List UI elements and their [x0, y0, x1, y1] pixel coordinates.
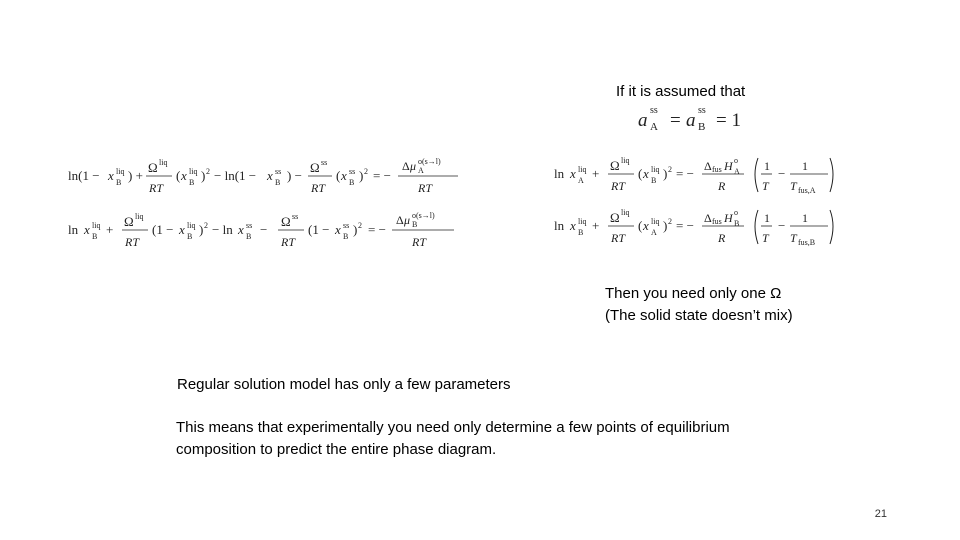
- svg-text:+: +: [592, 218, 600, 233]
- svg-text:liq: liq: [159, 158, 168, 167]
- svg-text:H: H: [724, 211, 733, 225]
- svg-text:ss: ss: [343, 221, 350, 230]
- right-equation-2: [552, 202, 842, 252]
- svg-text:Ω: Ω: [148, 160, 158, 175]
- svg-text:liq: liq: [651, 217, 660, 226]
- svg-text:− ln(1 −: − ln(1 −: [214, 168, 257, 183]
- svg-text:(1 −: (1 −: [152, 222, 174, 237]
- page-number: 21: [874, 508, 887, 520]
- svg-text:x: x: [335, 222, 341, 237]
- svg-text:H: H: [724, 159, 733, 173]
- svg-text:(: (: [638, 166, 643, 181]
- svg-text:liq: liq: [578, 217, 587, 226]
- svg-text:o(s→l): o(s→l): [412, 211, 435, 220]
- svg-text:x: x: [570, 218, 576, 233]
- svg-text:ss: ss: [349, 167, 356, 176]
- svg-text:RT: RT: [149, 181, 164, 195]
- svg-text:1: 1: [764, 159, 770, 173]
- svg-text:ss: ss: [321, 158, 328, 167]
- svg-text:T: T: [790, 179, 797, 193]
- svg-text:Δ: Δ: [704, 211, 712, 225]
- svg-text:x: x: [181, 168, 187, 183]
- svg-text:RT: RT: [281, 235, 296, 249]
- svg-text:RT: RT: [125, 235, 140, 249]
- svg-text:Ω: Ω: [610, 158, 620, 173]
- svg-text:ss: ss: [275, 167, 282, 176]
- svg-text:RT: RT: [611, 179, 626, 193]
- svg-text:o(s→l): o(s→l): [418, 157, 441, 166]
- svg-text:+: +: [592, 166, 600, 181]
- svg-text:(: (: [336, 168, 341, 183]
- svg-text:a: a: [638, 110, 648, 131]
- svg-text:liq: liq: [189, 167, 198, 176]
- svg-text:RT: RT: [611, 231, 626, 245]
- svg-text:A: A: [650, 121, 658, 133]
- svg-text:ss: ss: [246, 221, 253, 230]
- svg-text:): ): [359, 168, 364, 183]
- svg-text:= 1: = 1: [716, 110, 741, 131]
- svg-text:ss: ss: [292, 212, 299, 221]
- svg-text:x: x: [267, 168, 273, 183]
- svg-text:B: B: [116, 178, 122, 187]
- svg-text:B: B: [651, 176, 657, 185]
- svg-text:): ): [353, 222, 358, 237]
- svg-text:B: B: [349, 178, 355, 187]
- svg-text:x: x: [108, 168, 114, 183]
- means-text-line-2: composition to predict the entire phase diagram.: [176, 441, 497, 458]
- svg-text:liq: liq: [621, 208, 630, 217]
- svg-text:o: o: [734, 156, 738, 165]
- svg-text:B: B: [246, 232, 252, 241]
- svg-text:): ): [201, 168, 206, 183]
- svg-text:−: −: [260, 222, 268, 237]
- svg-text:= −: = −: [368, 222, 386, 237]
- svg-text:1: 1: [802, 211, 808, 225]
- svg-text:2: 2: [206, 167, 210, 176]
- svg-text:RT: RT: [418, 181, 433, 195]
- svg-text:Ω: Ω: [124, 214, 134, 229]
- svg-text:ss: ss: [650, 105, 658, 116]
- svg-text:1: 1: [764, 211, 770, 225]
- svg-text:μ: μ: [404, 213, 411, 227]
- svg-text:= −: = −: [676, 218, 694, 233]
- svg-text:B: B: [189, 178, 195, 187]
- svg-text:x: x: [341, 168, 347, 183]
- svg-text:Δ: Δ: [396, 213, 404, 227]
- left-equation-2: [66, 204, 466, 254]
- svg-text:B: B: [578, 228, 584, 237]
- svg-text:liq: liq: [135, 212, 144, 221]
- svg-text:x: x: [643, 166, 649, 181]
- svg-text:2: 2: [668, 217, 672, 226]
- svg-text:x: x: [84, 222, 90, 237]
- svg-text:T: T: [762, 179, 769, 193]
- svg-text:B: B: [698, 121, 706, 133]
- svg-text:A: A: [418, 166, 424, 175]
- svg-text:fus: fus: [712, 165, 722, 174]
- svg-text:+: +: [106, 222, 114, 237]
- svg-text:1: 1: [802, 159, 808, 173]
- svg-text:=: =: [670, 110, 681, 131]
- svg-text:o: o: [734, 208, 738, 217]
- svg-text:x: x: [643, 218, 649, 233]
- svg-text:fus: fus: [712, 217, 722, 226]
- svg-text:B: B: [275, 178, 281, 187]
- svg-text:− ln: − ln: [212, 222, 233, 237]
- svg-text:liq: liq: [651, 165, 660, 174]
- svg-text:x: x: [179, 222, 185, 237]
- svg-text:a: a: [686, 110, 696, 131]
- svg-text:Ω: Ω: [310, 160, 320, 175]
- svg-text:2: 2: [358, 221, 362, 230]
- svg-text:2: 2: [364, 167, 368, 176]
- svg-text:B: B: [92, 232, 98, 241]
- svg-text:Ω: Ω: [610, 210, 620, 225]
- means-text-line-1: This means that experimentally you need only determine a few points of equilibrium: [176, 419, 730, 436]
- svg-text:Δ: Δ: [402, 159, 410, 173]
- assumption-text: If it is assumed that: [616, 83, 746, 100]
- then-text-line-1: Then you need only one Ω: [605, 285, 782, 302]
- svg-text:ln(1 −: ln(1 −: [68, 168, 100, 183]
- assumption-equation: [636, 100, 766, 136]
- svg-text:T: T: [790, 231, 797, 245]
- svg-text:A: A: [578, 176, 584, 185]
- svg-text:2: 2: [204, 221, 208, 230]
- svg-text:ln: ln: [68, 222, 79, 237]
- svg-text:liq: liq: [621, 156, 630, 165]
- svg-text:μ: μ: [410, 159, 417, 173]
- svg-text:A: A: [734, 167, 740, 176]
- svg-text:): ): [663, 218, 668, 233]
- svg-text:R: R: [718, 179, 726, 193]
- svg-text:A: A: [651, 228, 657, 237]
- svg-text:−: −: [778, 218, 786, 233]
- right-equation-1: [552, 150, 842, 200]
- svg-text:liq: liq: [187, 221, 196, 230]
- svg-text:) −: ) −: [287, 168, 302, 183]
- svg-text:(: (: [638, 218, 643, 233]
- svg-text:2: 2: [668, 165, 672, 174]
- svg-text:B: B: [412, 220, 418, 229]
- svg-text:): ): [663, 166, 668, 181]
- svg-text:x: x: [570, 166, 576, 181]
- svg-text:B: B: [734, 219, 740, 228]
- svg-text:RT: RT: [311, 181, 326, 195]
- svg-text:T: T: [762, 231, 769, 245]
- svg-text:ln: ln: [554, 218, 565, 233]
- regular-solution-text: Regular solution model has only a few parameters: [177, 376, 511, 393]
- left-equation-1: [66, 150, 466, 200]
- svg-text:−: −: [778, 166, 786, 181]
- svg-text:x: x: [238, 222, 244, 237]
- svg-text:liq: liq: [578, 165, 587, 174]
- svg-text:ln: ln: [554, 166, 565, 181]
- svg-text:(: (: [176, 168, 181, 183]
- then-text-line-2: (The solid state doesn’t mix): [605, 307, 793, 324]
- svg-text:) +: ) +: [128, 168, 143, 183]
- svg-text:R: R: [718, 231, 726, 245]
- svg-text:fus,B: fus,B: [798, 238, 816, 247]
- svg-text:liq: liq: [116, 167, 125, 176]
- svg-text:Δ: Δ: [704, 159, 712, 173]
- svg-text:): ): [199, 222, 204, 237]
- svg-text:B: B: [187, 232, 193, 241]
- svg-text:liq: liq: [92, 221, 101, 230]
- svg-text:(1 −: (1 −: [308, 222, 330, 237]
- svg-text:ss: ss: [698, 105, 706, 116]
- svg-text:fus,A: fus,A: [798, 186, 816, 195]
- svg-text:= −: = −: [373, 168, 391, 183]
- svg-text:B: B: [343, 232, 349, 241]
- svg-text:RT: RT: [412, 235, 427, 249]
- svg-text:Ω: Ω: [281, 214, 291, 229]
- svg-text:= −: = −: [676, 166, 694, 181]
